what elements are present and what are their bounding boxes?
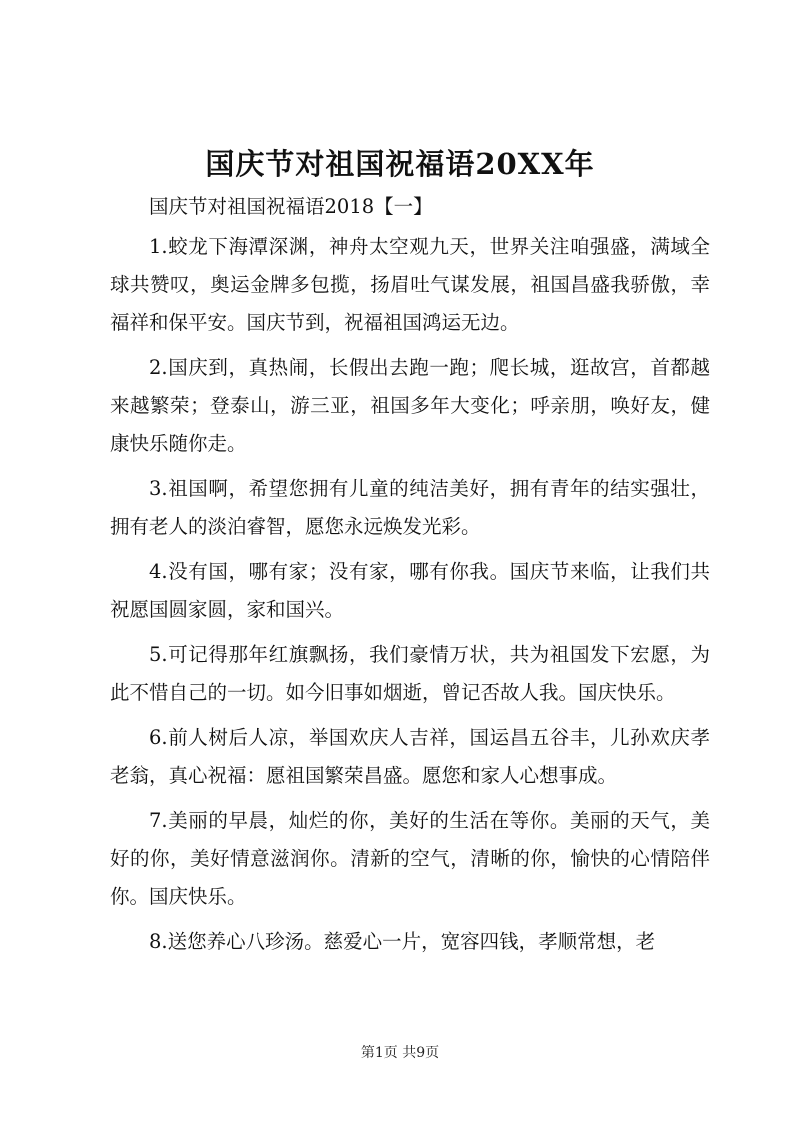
page-number-footer: 第1页 共9页 [360, 1045, 440, 1061]
paragraph-7: 7.美丽的早晨，灿烂的你，美好的生活在等你。美丽的天气，美好的你，美好情意滋润你。清新的空气，清晰的你，愉快的心情陪伴你。国庆快乐。 [110, 809, 710, 908]
paragraph-8: 8.送您养心八珍汤。慈爱心一片，宽容四钱，孝顺常想，老 [149, 930, 656, 953]
paragraph-2: 2.国庆到，真热闹，长假出去跑一跑；爬长城，逛故宫，首都越来越繁荣；登泰山，游三亚，祖国多年大变化；呼亲朋，唤好友，健康快乐随你走。 [110, 356, 710, 455]
paragraph-6: 6.前人树后人凉，举国欢庆人吉祥，国运昌五谷丰，儿孙欢庆孝老翁，真心祝福：愿祖国繁荣昌盛。愿您和家人心想事成。 [110, 726, 710, 787]
paragraph-5: 5.可记得那年红旗飘扬，我们豪情万状，共为祖国发下宏愿，为此不惜自己的一切。如今旧事如烟逝，曾记否故人我。国庆快乐。 [110, 643, 710, 704]
paragraph-4: 4.没有国，哪有家；没有家，哪有你我。国庆节来临，让我们共祝愿国圆家圆，家和国兴。 [110, 560, 710, 621]
document-subtitle: 国庆节对祖国祝福语2018【一】 [149, 195, 433, 218]
document-title: 国庆节对祖国祝福语20XX年 [205, 147, 595, 181]
document-body [110, 188, 710, 968]
paragraph-3: 3.祖国啊，希望您拥有儿童的纯洁美好，拥有青年的结实强壮，拥有老人的淡泊睿智，愿您永远焕发光彩。 [110, 477, 710, 538]
paragraph-1: 1.蛟龙下海潭深渊，神舟太空观九天，世界关注咱强盛，满域全球共赞叹，奥运金牌多包揽，扬眉吐气谋发展，祖国昌盛我骄傲，幸福祥和保平安。国庆节到，祝福祖国鸿运无边。 [110, 235, 710, 334]
